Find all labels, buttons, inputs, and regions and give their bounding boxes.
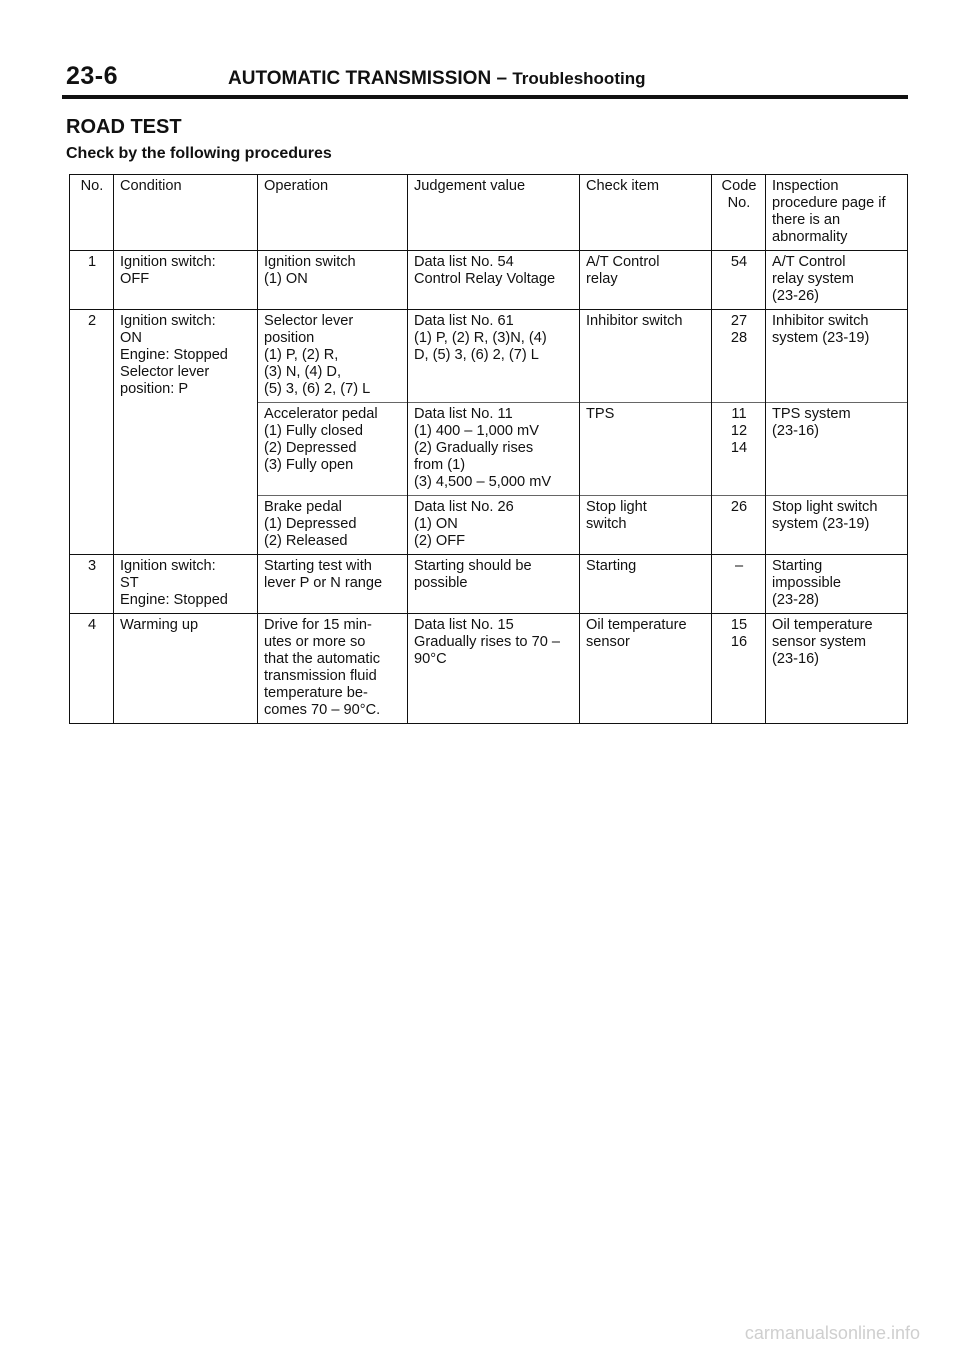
header-main-title: AUTOMATIC TRANSMISSION	[228, 68, 492, 89]
row-operation: Brake pedal (1) Depressed (2) Released	[258, 496, 408, 555]
row-check-item: Inhibitor switch	[580, 310, 712, 403]
row-condition: Ignition switch: OFF	[114, 251, 258, 310]
row-no: 3	[70, 555, 114, 614]
row-condition: Ignition switch: ON Engine: Stopped Selector lever position: P	[114, 310, 258, 555]
row-judgement: Data list No. 26 (1) ON (2) OFF	[408, 496, 580, 555]
table-header-row	[70, 175, 908, 251]
row-check-item: Stop light switch	[580, 496, 712, 555]
row-check-item: Starting	[580, 555, 712, 614]
page-header	[66, 60, 908, 96]
row-judgement: Data list No. 15 Gradually rises to 70 – 90°C	[408, 614, 580, 724]
row-code: 15 16	[712, 614, 766, 724]
table-row	[70, 251, 908, 310]
row-judgement: Data list No. 54 Control Relay Voltage	[408, 251, 580, 310]
header-check-item: Check item	[580, 175, 712, 251]
row-judgement: Starting should be possible	[408, 555, 580, 614]
section-title: ROAD TEST	[66, 116, 182, 138]
row-operation: Ignition switch (1) ON	[258, 251, 408, 310]
row-inspection: Oil temperature sensor system (23-16)	[766, 614, 908, 724]
header-rule	[62, 95, 908, 99]
row-check-item: Oil temperature sensor	[580, 614, 712, 724]
row-check-item: TPS	[580, 403, 712, 496]
row-inspection: Starting impossible (23-28)	[766, 555, 908, 614]
header-code: Code No.	[712, 175, 766, 251]
header-judgement: Judgement value	[408, 175, 580, 251]
row-inspection: Stop light switch system (23-19)	[766, 496, 908, 555]
row-inspection: A/T Control relay system (23-26)	[766, 251, 908, 310]
row-no: 2	[70, 310, 114, 555]
road-test-table	[69, 174, 908, 724]
row-operation: Selector lever position (1) P, (2) R, (3) N, (4) D, (5) 3, (6) 2, (7) L	[258, 310, 408, 403]
header-subtitle: Troubleshooting	[512, 69, 646, 88]
table-row	[70, 614, 908, 724]
section-subtitle: Check by the following procedures	[66, 145, 332, 162]
row-operation: Accelerator pedal (1) Fully closed (2) Depressed (3) Fully open	[258, 403, 408, 496]
watermark: carmanualsonline.info	[744, 1323, 920, 1343]
row-no: 1	[70, 251, 114, 310]
header-title	[228, 68, 645, 90]
row-condition: Ignition switch: ST Engine: Stopped	[114, 555, 258, 614]
header-separator: –	[491, 68, 513, 89]
row-code: 26	[712, 496, 766, 555]
row-code: –	[712, 555, 766, 614]
page-number: 23-6	[66, 62, 119, 90]
row-condition: Warming up	[114, 614, 258, 724]
header-no: No.	[70, 175, 114, 251]
header-condition: Condition	[114, 175, 258, 251]
row-inspection: Inhibitor switch system (23-19)	[766, 310, 908, 403]
table-row	[70, 310, 908, 403]
row-no: 4	[70, 614, 114, 724]
row-code: 11 12 14	[712, 403, 766, 496]
table-row	[70, 555, 908, 614]
row-inspection: TPS system (23-16)	[766, 403, 908, 496]
row-operation: Starting test with lever P or N range	[258, 555, 408, 614]
row-check-item: A/T Control relay	[580, 251, 712, 310]
header-operation: Operation	[258, 175, 408, 251]
row-judgement: Data list No. 11 (1) 400 – 1,000 mV (2) Gradually rises from (1) (3) 4,500 – 5,000 mV	[408, 403, 580, 496]
row-operation: Drive for 15 min- utes or more so that the automatic transmission fluid temperature be- comes 70 – 90°C.	[258, 614, 408, 724]
header-inspection: Inspection procedure page if there is an abnormality	[766, 175, 908, 251]
row-code: 54	[712, 251, 766, 310]
row-judgement: Data list No. 61 (1) P, (2) R, (3)N, (4) D, (5) 3, (6) 2, (7) L	[408, 310, 580, 403]
row-code: 27 28	[712, 310, 766, 403]
